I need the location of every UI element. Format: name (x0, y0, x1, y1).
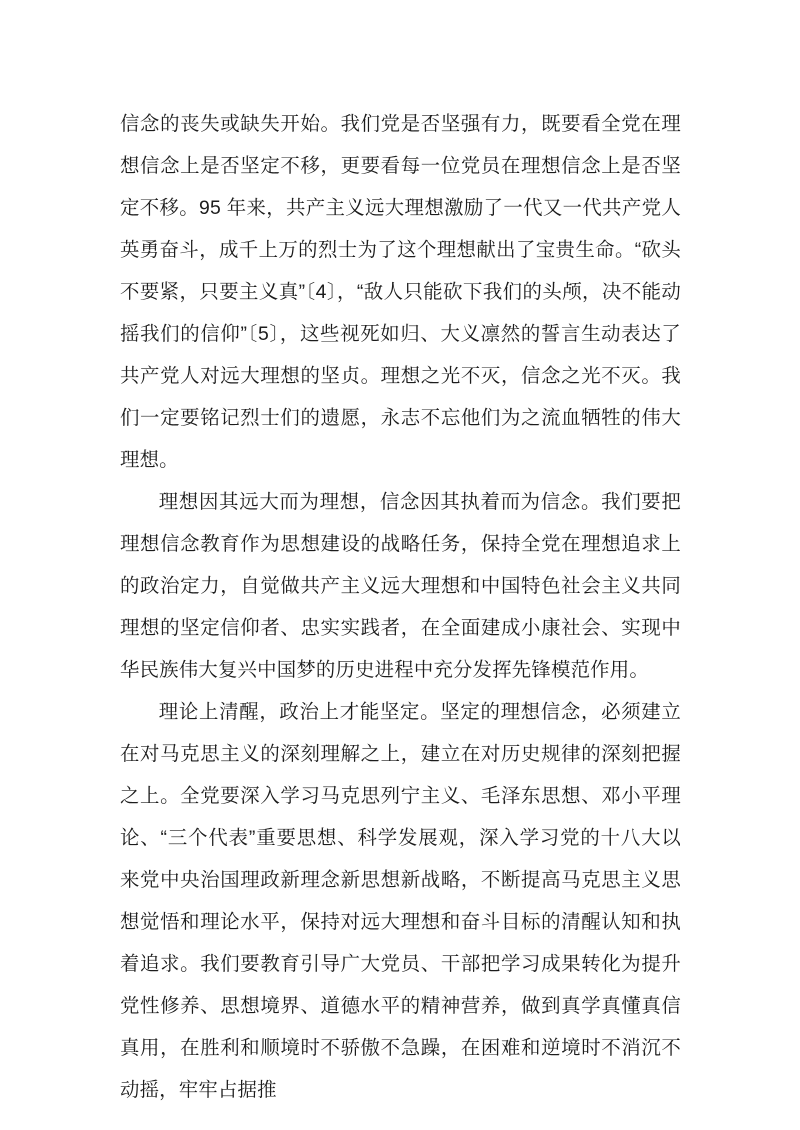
paragraph-theory-clarity: 理论上清醒，政治上才能坚定。坚定的理想信念，必须建立在对马克思主义的深刻理解之上，建立在对历史规律的深刻把握之上。全党要深入学习马克思列宁主义、毛泽东思想、邓小平理论、“三个代表”重要思想、科学发展观，深入学习党的十八大以来党中央治国理政新理念新思想新战略，不断提高马克思主义思想觉悟和理论水平，保持对远大理想和奋斗目标的清醒认知和执着追求。我们要教育引导广大党员、干部把学习成果转化为提升党性修养、思想境界、道德水平的精神营养，做到真学真懂真信真用，在胜利和顺境时不骄傲不急躁，在困难和逆境时不消沉不动摇，牢牢占据推 (120, 701, 681, 1101)
paragraph-continuation: 信念的丧失或缺失开始。我们党是否坚强有力，既要看全党在理想信念上是否坚定不移，更要看每一位党员在理想信念上是否坚定不移。95 年来，共产主义远大理想激励了一代又一代共产党人英勇奋斗，成千上万的烈士为了这个理想献出了宝贵生命。“砍头不要紧，只要主义真”〔4〕，“敌人只能砍下我们的头颅，决不能动摇我们的信仰”〔5〕，这些视死如归、大义凛然的誓言生动表达了共产党人对远大理想的坚贞。理想之光不灭，信念之光不灭。我们一定要铭记烈士们的遗愿，永志不忘他们为之流血牺牲的伟大理想。 (120, 113, 681, 471)
paragraph-ideal-belief: 理想因其远大而为理想，信念因其执着而为信念。我们要把理想信念教育作为思想建设的战略任务，保持全党在理想追求上的政治定力，自觉做共产主义远大理想和中国特色社会主义共同理想的坚定信仰者、忠实实践者，在全面建成小康社会、实现中华民族伟大复兴中国梦的历史进程中充分发挥先锋模范作用。 (120, 491, 681, 681)
text-block (120, 103, 681, 1111)
